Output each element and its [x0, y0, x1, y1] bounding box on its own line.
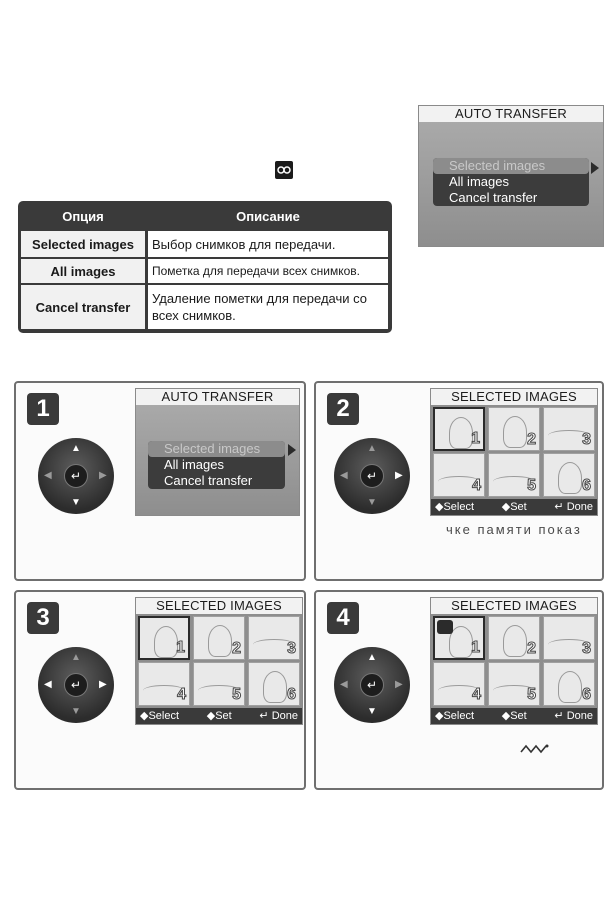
menu-list [148, 441, 285, 489]
caption-fragment: чке памяти показ [446, 522, 582, 537]
step-panel-2 [314, 381, 604, 581]
enter-icon: ↵ [259, 710, 272, 722]
step-panel-1 [14, 381, 306, 581]
thumbnail-number: 5 [527, 477, 536, 494]
thumbnail-number: 6 [582, 686, 591, 703]
table-row-option: Cancel transfer [21, 285, 145, 329]
wave-icon [520, 742, 550, 754]
screen-body [419, 122, 603, 246]
thumbnail[interactable] [433, 407, 485, 451]
help-set: ◆Set [501, 710, 527, 722]
help-select: ◆Select [435, 501, 475, 513]
thumbnail-number: 1 [176, 639, 185, 656]
portrait-icon [558, 462, 582, 494]
help-done [259, 708, 298, 724]
down-arrow-icon: ▼ [71, 706, 81, 717]
menu-item-all-images[interactable]: All images [449, 174, 509, 189]
options-table [18, 201, 392, 333]
thumbnail-grid [431, 614, 597, 708]
help-done-label: Done [271, 710, 298, 722]
thumbnail-number: 5 [232, 686, 241, 703]
screen-title: AUTO TRANSFER [419, 106, 603, 122]
thumbnail[interactable] [248, 662, 300, 706]
portrait-icon [263, 671, 287, 703]
chevron-right-icon [288, 444, 296, 456]
auto-transfer-screen [418, 105, 604, 247]
thumbnail-number: 6 [582, 477, 591, 494]
portrait-icon [449, 417, 473, 449]
menu-item-selected-images[interactable]: Selected images [433, 158, 589, 174]
up-arrow-icon: ▲ [367, 652, 377, 663]
right-arrow-icon: ▶ [99, 679, 107, 690]
screen-body [136, 405, 299, 515]
table-row-option: Selected images [21, 231, 145, 257]
table-header-description: Описание [236, 209, 300, 224]
right-arrow-icon: ▶ [395, 470, 403, 481]
menu-item-cancel-transfer[interactable]: Cancel transfer [449, 190, 538, 205]
thumbnail[interactable] [488, 662, 540, 706]
portrait-icon [558, 671, 582, 703]
eye-icon [275, 161, 293, 179]
enter-icon: ↵ [64, 673, 88, 697]
menu-item-all-images[interactable]: All images [164, 457, 224, 472]
thumbnail[interactable] [433, 616, 485, 660]
screen-title: SELECTED IMAGES [431, 598, 597, 614]
menu-item-cancel-transfer[interactable]: Cancel transfer [164, 473, 253, 488]
menu-list [433, 158, 589, 206]
enter-icon: ↵ [360, 673, 384, 697]
step-number: 2 [327, 393, 359, 425]
help-set: ◆Set [501, 501, 527, 513]
thumbnail-number: 2 [527, 431, 536, 448]
up-arrow-icon: ▲ [71, 652, 81, 663]
multi-selector-dpad[interactable] [334, 438, 410, 514]
thumbnail-grid [136, 614, 302, 708]
thumbnail-number: 4 [472, 686, 481, 703]
down-arrow-icon: ▼ [71, 497, 81, 508]
table-row-option: All images [21, 259, 145, 283]
thumbnail-grid [431, 405, 597, 499]
help-set: ◆Set [206, 710, 232, 722]
multi-selector-dpad[interactable] [38, 438, 114, 514]
table-row-description: Выбор снимков для передачи. [148, 231, 388, 257]
selected-images-screen [135, 597, 303, 725]
thumbnail-number: 3 [582, 431, 591, 448]
selected-images-screen [430, 388, 598, 516]
multi-selector-dpad[interactable] [334, 647, 410, 723]
thumbnail-number: 6 [287, 686, 296, 703]
portrait-icon [503, 416, 527, 448]
transfer-mark-icon [437, 620, 453, 634]
down-arrow-icon: ▼ [367, 706, 377, 717]
thumbnail-number: 3 [287, 640, 296, 657]
table-row-description: Пометка для передачи всех снимков. [148, 259, 388, 283]
help-done-label: Done [566, 501, 593, 513]
portrait-icon [503, 625, 527, 657]
table-row-description: Удаление пометки для передачи со всех снимков. [148, 285, 388, 329]
help-done [554, 708, 593, 724]
enter-icon: ↵ [554, 501, 567, 513]
enter-icon: ↵ [360, 464, 384, 488]
screen-title: SELECTED IMAGES [431, 389, 597, 405]
thumbnail[interactable] [543, 453, 595, 497]
step-panel-4 [314, 590, 604, 790]
help-done-label: Done [566, 710, 593, 722]
right-arrow-icon: ▶ [99, 470, 107, 481]
help-select: ◆Select [435, 710, 475, 722]
thumbnail[interactable] [488, 616, 540, 660]
thumbnail[interactable] [193, 662, 245, 706]
step-panel-3 [14, 590, 306, 790]
thumbnail[interactable] [488, 407, 540, 451]
help-select: ◆Select [140, 710, 180, 722]
thumbnail-number: 2 [527, 640, 536, 657]
thumbnail-number: 1 [471, 430, 480, 447]
thumbnail[interactable] [193, 616, 245, 660]
thumbnail[interactable] [488, 453, 540, 497]
help-done [554, 499, 593, 515]
screen-title: SELECTED IMAGES [136, 598, 302, 614]
thumbnail[interactable] [433, 662, 485, 706]
portrait-icon [154, 626, 178, 658]
thumbnail[interactable] [543, 407, 595, 451]
step-number: 4 [327, 602, 359, 634]
step-number: 1 [27, 393, 59, 425]
auto-transfer-screen [135, 388, 300, 516]
screen-title: AUTO TRANSFER [136, 389, 299, 405]
menu-item-selected-images[interactable]: Selected images [148, 441, 285, 457]
thumbnail[interactable] [138, 616, 190, 660]
thumbnail[interactable] [433, 453, 485, 497]
right-arrow-icon: ▶ [395, 679, 403, 690]
thumbnail[interactable] [543, 616, 595, 660]
thumbnail-number: 4 [472, 477, 481, 494]
thumbnail-number: 2 [232, 640, 241, 657]
table-header-option: Опция [62, 209, 104, 224]
thumbnail-number: 1 [471, 639, 480, 656]
thumbnail-number: 4 [177, 686, 186, 703]
help-bar [431, 499, 597, 515]
left-arrow-icon: ◀ [340, 679, 348, 690]
chevron-right-icon [591, 162, 599, 174]
up-arrow-icon: ▲ [71, 443, 81, 454]
down-arrow-icon: ▼ [367, 497, 377, 508]
thumbnail[interactable] [248, 616, 300, 660]
help-bar [431, 708, 597, 724]
thumbnail-number: 3 [582, 640, 591, 657]
step-number: 3 [27, 602, 59, 634]
enter-icon: ↵ [64, 464, 88, 488]
thumbnail-number: 5 [527, 686, 536, 703]
thumbnail[interactable] [543, 662, 595, 706]
portrait-icon [208, 625, 232, 657]
help-bar [136, 708, 302, 724]
left-arrow-icon: ◀ [44, 679, 52, 690]
thumbnail[interactable] [138, 662, 190, 706]
up-arrow-icon: ▲ [367, 443, 377, 454]
multi-selector-dpad[interactable] [38, 647, 114, 723]
selected-images-screen [430, 597, 598, 725]
left-arrow-icon: ◀ [340, 470, 348, 481]
left-arrow-icon: ◀ [44, 470, 52, 481]
enter-icon: ↵ [554, 710, 567, 722]
